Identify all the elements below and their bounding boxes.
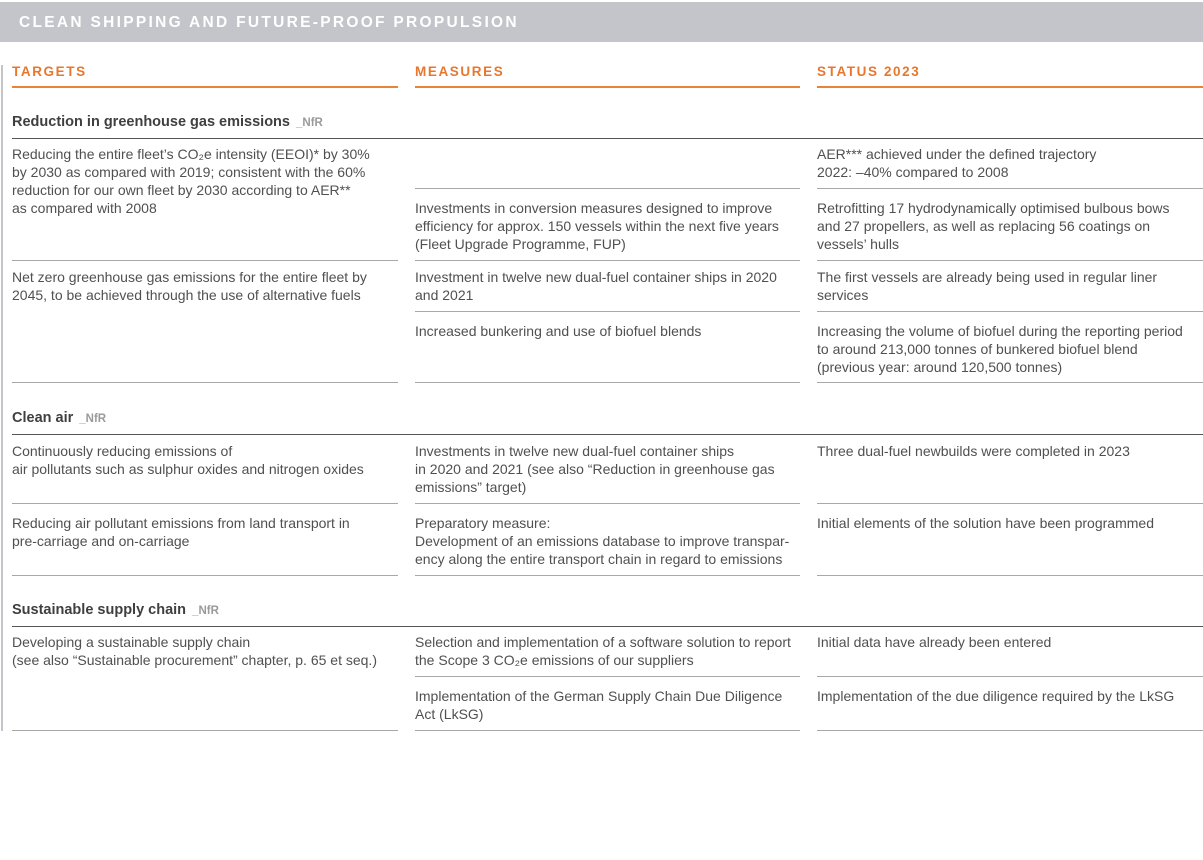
cell-line: Increased bunkering and use of biofuel blends bbox=[415, 323, 702, 339]
status-cell bbox=[817, 145, 1203, 181]
status-cell bbox=[817, 514, 1203, 532]
cell-line: Development of an emissions database to improve transpar- bbox=[415, 533, 790, 549]
cell-line: 2022: –40% compared to 2008 bbox=[817, 164, 1009, 180]
row-separator bbox=[415, 311, 800, 312]
cell-line: Initial elements of the solution have been programmed bbox=[817, 515, 1154, 531]
measure-cell bbox=[415, 322, 800, 340]
row-separator bbox=[415, 188, 800, 189]
cell-line: Reducing the entire fleet’s CO₂e intensity (EEOI)* by 30% bbox=[12, 146, 370, 162]
section-title-clean-air bbox=[12, 410, 106, 426]
section-title-text: Sustainable supply chain bbox=[12, 602, 187, 618]
cell-line: by 2030 as compared with 2019; consistent with the 60% bbox=[12, 164, 366, 180]
status-cell bbox=[817, 687, 1203, 705]
row-separator bbox=[12, 730, 398, 731]
section-title-ghg bbox=[12, 114, 323, 130]
cell-line: Investment in twelve new dual-fuel container ships in 2020 bbox=[415, 269, 777, 285]
cell-line: Developing a sustainable supply chain bbox=[12, 634, 251, 650]
target-cell bbox=[12, 145, 398, 217]
cell-line: (Fleet Upgrade Programme, FUP) bbox=[415, 236, 626, 252]
cell-line: ency along the entire transport chain in regard to emissions bbox=[415, 551, 783, 567]
target-cell bbox=[12, 514, 398, 550]
cell-line: emissions” target) bbox=[415, 479, 527, 495]
cell-line: as compared with 2008 bbox=[12, 200, 157, 216]
status-cell bbox=[817, 633, 1203, 651]
row-separator bbox=[12, 382, 398, 383]
nfr-tag: _NfR bbox=[192, 605, 219, 617]
row-separator bbox=[415, 676, 800, 677]
cell-line: services bbox=[817, 287, 869, 303]
cell-line: Continuously reducing emissions of bbox=[12, 443, 233, 459]
cell-line: Implementation of the German Supply Chain Due Diligence bbox=[415, 688, 783, 704]
cell-line: Investments in twelve new dual-fuel container ships bbox=[415, 443, 735, 459]
section-title-supply-chain bbox=[12, 602, 219, 618]
cell-line: reduction for our own fleet by 2030 according to AER** bbox=[12, 182, 351, 198]
cell-line: to around 213,000 tonnes of bunkered biofuel blend bbox=[817, 341, 1138, 357]
measure-cell bbox=[415, 633, 800, 669]
cell-line: Three dual-fuel newbuilds were completed in 2023 bbox=[817, 443, 1130, 459]
row-separator bbox=[817, 575, 1203, 576]
section-title-text: Reduction in greenhouse gas emissions bbox=[12, 114, 290, 130]
cell-line: and 27 propellers, as well as replacing 56 coatings on bbox=[817, 218, 1151, 234]
column-header-status: STATUS 2023 bbox=[817, 64, 1203, 88]
cell-line: Act (LkSG) bbox=[415, 706, 484, 722]
column-header-targets: TARGETS bbox=[12, 64, 398, 88]
measure-cell bbox=[415, 199, 800, 253]
cell-line: Initial data have already been entered bbox=[817, 634, 1052, 650]
row-separator bbox=[415, 260, 800, 261]
row-separator bbox=[415, 575, 800, 576]
row-separator bbox=[817, 676, 1203, 677]
row-separator bbox=[415, 503, 800, 504]
row-separator bbox=[817, 503, 1203, 504]
cell-line: efficiency for approx. 150 vessels within the next five years bbox=[415, 218, 779, 234]
row-separator bbox=[817, 730, 1203, 731]
cell-line: AER*** achieved under the defined trajectory bbox=[817, 146, 1097, 162]
cell-line: Preparatory measure: bbox=[415, 515, 551, 531]
row-separator bbox=[12, 260, 398, 261]
measure-cell bbox=[415, 514, 800, 568]
cell-line: the Scope 3 CO₂e emissions of our suppliers bbox=[415, 652, 694, 668]
section-banner bbox=[0, 2, 1203, 42]
status-cell bbox=[817, 322, 1203, 376]
cell-line: (see also “Sustainable procurement” chapter, p. 65 et seq.) bbox=[12, 652, 377, 668]
cell-line: air pollutants such as sulphur oxides and nitrogen oxides bbox=[12, 461, 364, 477]
nfr-tag: _NfR bbox=[296, 117, 323, 129]
section-rule bbox=[12, 138, 1203, 139]
cell-line: pre-carriage and on-carriage bbox=[12, 533, 190, 549]
page-title: CLEAN SHIPPING AND FUTURE-PROOF PROPULSION bbox=[19, 14, 519, 31]
cell-line: Increasing the volume of biofuel during the reporting period bbox=[817, 323, 1183, 339]
row-separator bbox=[817, 382, 1203, 383]
target-cell bbox=[12, 633, 398, 669]
left-margin-rule bbox=[1, 65, 3, 731]
section-rule bbox=[12, 626, 1203, 627]
row-separator bbox=[817, 311, 1203, 312]
column-header-measures: MEASURES bbox=[415, 64, 800, 88]
target-cell bbox=[12, 442, 398, 478]
row-separator bbox=[415, 382, 800, 383]
row-separator bbox=[817, 260, 1203, 261]
section-title-text: Clean air bbox=[12, 410, 74, 426]
row-separator bbox=[817, 188, 1203, 189]
section-rule bbox=[12, 434, 1203, 435]
nfr-tag: _NfR bbox=[79, 413, 107, 425]
cell-line: Selection and implementation of a software solution to report bbox=[415, 634, 791, 650]
cell-line: Implementation of the due diligence required by the LkSG bbox=[817, 688, 1175, 704]
measure-cell bbox=[415, 268, 800, 304]
row-separator bbox=[12, 503, 398, 504]
target-cell bbox=[12, 268, 398, 304]
status-cell bbox=[817, 442, 1203, 460]
status-cell bbox=[817, 268, 1203, 304]
row-separator bbox=[415, 730, 800, 731]
cell-line: Investments in conversion measures designed to improve bbox=[415, 200, 773, 216]
cell-line: vessels’ hulls bbox=[817, 236, 899, 252]
cell-line: and 2021 bbox=[415, 287, 474, 303]
status-cell bbox=[817, 199, 1203, 253]
cell-line: 2045, to be achieved through the use of alternative fuels bbox=[12, 287, 361, 303]
row-separator bbox=[12, 575, 398, 576]
cell-line: Retrofitting 17 hydrodynamically optimised bulbous bows bbox=[817, 200, 1170, 216]
cell-line: The first vessels are already being used in regular liner bbox=[817, 269, 1158, 285]
cell-line: Reducing air pollutant emissions from land transport in bbox=[12, 515, 350, 531]
cell-line: in 2020 and 2021 (see also “Reduction in greenhouse gas bbox=[415, 461, 775, 477]
cell-line: (previous year: around 120,500 tonnes) bbox=[817, 359, 1063, 375]
measure-cell bbox=[415, 442, 800, 496]
cell-line: Net zero greenhouse gas emissions for the entire fleet by bbox=[12, 269, 367, 285]
measure-cell bbox=[415, 687, 800, 723]
